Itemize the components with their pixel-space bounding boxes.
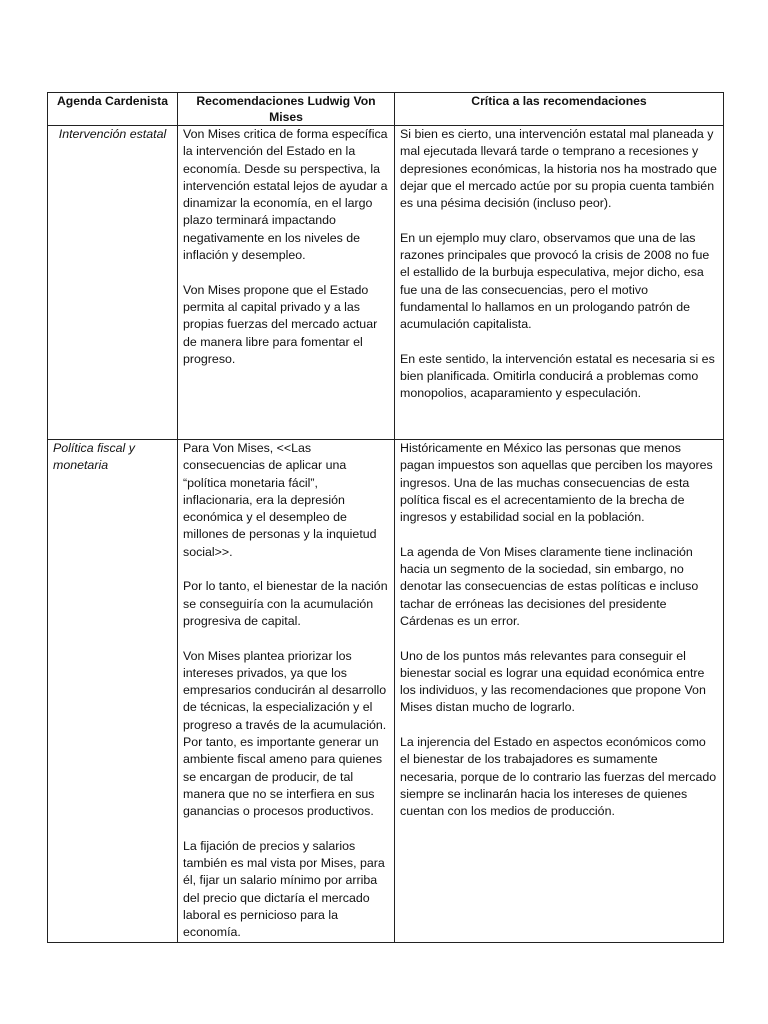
mises-cell (178, 126, 395, 440)
comparison-table (47, 92, 724, 943)
mises-paragraph: Por lo tanto, el bienestar de la nación se conseguiría con la acumulación progresiva de capital. (183, 579, 388, 628)
mises-paragraph: Von Mises critica de forma específica la intervención del Estado en la economía. Desde su perspectiva, la intervención estatal lejos de ayudar a dinamizar la economía, en el largo plazo terminará impactando negativamente en los niveles de inflación y desempleo. (183, 127, 388, 263)
header-recomendaciones: Recomendaciones Ludwig Von Mises (178, 93, 395, 126)
critica-cell (395, 440, 724, 943)
critica-paragraph: En un ejemplo muy claro, observamos que una de las razones principales que provocó la crisis de 2008 no fue el estallido de la burbuja especulativa, mejor dicho, esa fue una de las consecuencias, pero el motivo fundamental lo hallamos en un prologando patrón de acumulación capitalista. (400, 230, 710, 332)
mises-paragraph: Para Von Mises, <<Las consecuencias de aplicar una “política monetaria fácil”, inflacionaria, era la depresión económica y el desempleo de millones de personas y la inquietud social>>. (183, 441, 377, 559)
mises-paragraph: La fijación de precios y salarios también es mal vista por Mises, para él, fijar un salario mínimo por arriba del precio que dictaría el mercado laboral es pernicioso para la economía. (183, 838, 385, 940)
critica-paragraph: Si bien es cierto, una intervención estatal mal planeada y mal ejecutada llevará tarde o temprano a recesiones y depresiones económicas, la historia nos ha mostrado que dejar que el mercado actúe por su propia cuenta también es una pésima decisión (incluso peor). (400, 127, 717, 211)
critica-paragraph: Uno de los puntos más relevantes para conseguir el bienestar social es lograr una equidad económica entre los individuos, y las recomendaciones que propone Von Mises distan mucho de lograrlo. (400, 648, 706, 715)
mises-cell (178, 440, 395, 943)
mises-paragraph: Von Mises plantea priorizar los intereses privados, ya que los empresarios conducirán al desarrollo de técnicas, la especialización y el progreso a través de la acumulación. Por tanto, es importante generar un ambiente fiscal ameno para quienes se encargan de producir, de tal manera que no se interfiera en sus ganancias o procesos productivos. (183, 648, 387, 819)
critica-paragraph: En este sentido, la intervención estatal es necesaria si es bien planificada. Omitirla conducirá a problemas como monopolios, acaparamiento y especulación. (400, 351, 715, 401)
topic-label: Política fiscal y monetaria (53, 441, 135, 473)
mises-paragraph: Von Mises propone que el Estado permita al capital privado y a las propias fuerzas del mercado actuar de manera libre para fomentar el progreso. (183, 282, 378, 366)
critica-paragraph: La agenda de Von Mises claramente tiene inclinación hacia un segmento de la sociedad, sin embargo, no denotar las consecuencias de estas políticas e incluso tachar de erróneas las decisiones del presidente Cárdenas es un error. (400, 544, 699, 628)
topic-cell (48, 440, 178, 943)
critica-cell (395, 126, 724, 440)
topic-label: Intervención estatal (58, 127, 167, 141)
header-row (48, 93, 724, 126)
table-row (48, 440, 724, 943)
table-row (48, 126, 724, 440)
critica-paragraph: La injerencia del Estado en aspectos económicos como el bienestar de los trabajadores es sumamente necesaria, porque de lo contrario las fuerzas del mercado siempre se inclinarán hacia los intereses de quienes cuentan con los medios de producción. (400, 735, 717, 819)
critica-paragraph: Históricamente en México las personas que menos pagan impuestos son aquellas que perciben los mayores ingresos. Una de las muchas consecuencias de esta política fiscal es el acrecentamiento de la brecha de ingresos y estabilidad social en la población. (400, 441, 713, 525)
header-agenda: Agenda Cardenista (48, 93, 178, 126)
header-critica: Crítica a las recomendaciones (395, 93, 724, 126)
topic-cell (48, 126, 178, 440)
